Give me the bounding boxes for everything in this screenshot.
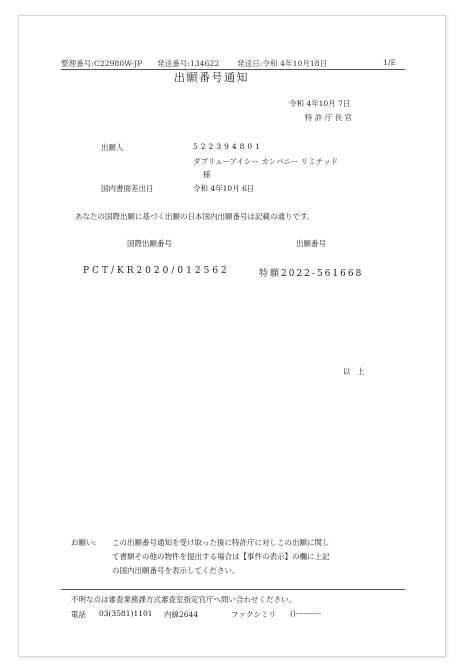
application-number-header: 出願番号	[296, 239, 326, 248]
jp-application-number: 特願2022-561668	[259, 269, 364, 279]
international-number-header: 国際出願番号	[127, 239, 172, 248]
request-line-3: の国内出願番号を表示してください。	[112, 566, 240, 575]
applicant-id: 522394801	[193, 142, 263, 151]
request-line-2: て書類その他の物件を提出する場合は【事件の表示】の欄に上記	[112, 552, 330, 561]
applicant-honorific: 様	[203, 170, 211, 179]
dispatch-number: 発送番号:134622	[157, 59, 220, 68]
request-label: お願い:	[71, 538, 97, 547]
footer-rule	[61, 589, 405, 590]
document-page	[18, 15, 446, 657]
notice-date: 令和 4年10月 7日	[289, 99, 351, 108]
submission-date: 令和 4年10月 6日	[193, 184, 255, 193]
submission-date-label: 国内書面差出日	[101, 184, 154, 193]
reference-number: 整理番号:C22980W-JP	[61, 59, 143, 68]
applicant-name: ダブリューアイシー カンパニー リミテッド	[193, 157, 339, 166]
inquiry-text: 不明な点は審査業務課方式審査室指定官庁へ問い合わせください。	[71, 595, 296, 604]
applicant-label: 出願人	[101, 143, 124, 152]
closing-mark: 以 上	[343, 367, 367, 376]
dispatch-date: 発送日:令和 4年10月18日	[237, 59, 328, 68]
notice-message: あなたの国際出願に基づく出願の日本国内出願番号は記載の通りです。	[75, 212, 315, 221]
phone-number: 03(3581)1101	[99, 609, 153, 618]
request-line-1: この出願番号通知を受け取った後に特許庁に対しこの出願に関し	[112, 538, 330, 547]
fax-number: ()----------	[290, 609, 322, 618]
phone-label: 電話	[71, 610, 86, 619]
page-number: 1/E	[383, 58, 397, 67]
fax-label: ファクシミリ	[231, 610, 276, 619]
issuer: 特 許 庁 長 官	[305, 113, 353, 122]
document-title: 出願番号通知	[174, 71, 249, 84]
pct-number: PCT/KR2020/012562	[83, 266, 230, 276]
phone-extension: 内線2644	[164, 610, 199, 619]
